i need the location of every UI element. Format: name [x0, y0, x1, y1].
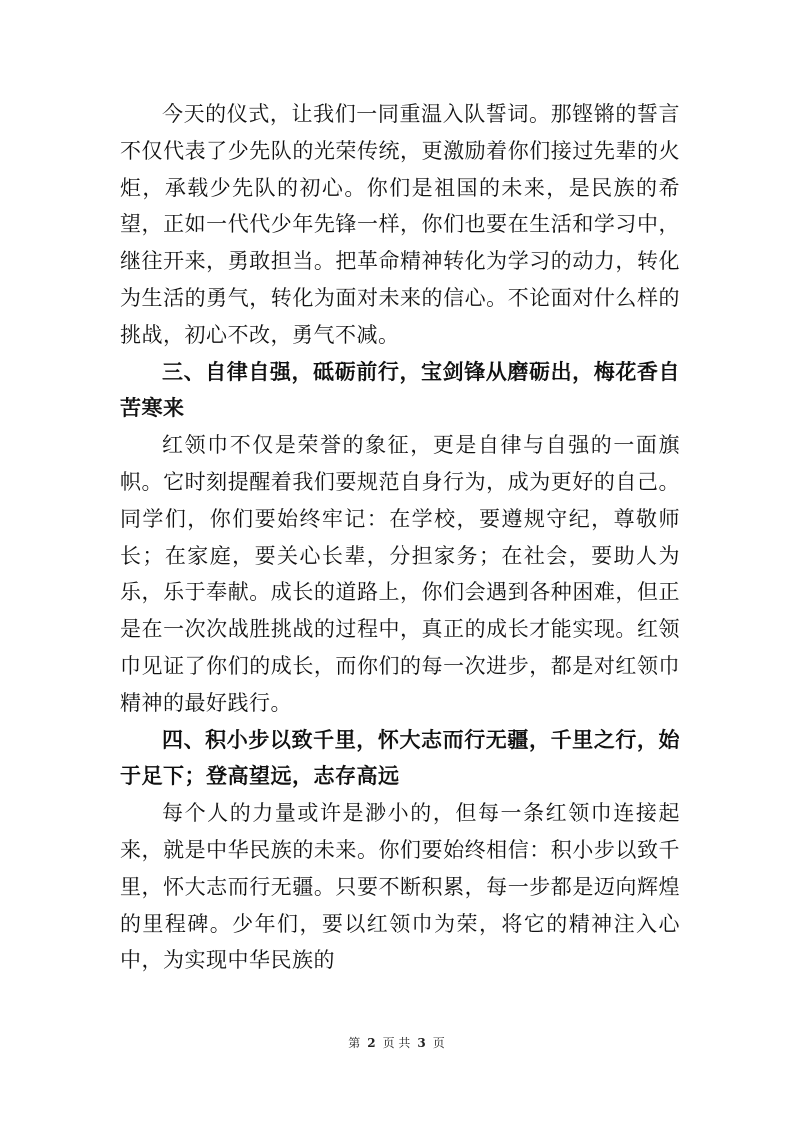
document-body: [120, 96, 680, 979]
page-footer: [0, 1034, 793, 1051]
body-paragraph: 今天的仪式，让我们一同重温入队誓词。那铿锵的誓言不仅代表了少先队的光荣传统，更激励着你们接过先辈的火炬，承载少先队的初心。你们是祖国的未来，是民族的希望，正如一代代少年先锋一样，你们也要在生活和学习中，继往开来，勇敢担当。把革命精神转化为学习的动力，转化为生活的勇气，转化为面对未来的信心。不论面对什么样的挑战，初心不改，勇气不减。: [120, 102, 680, 347]
body-paragraph: 每个人的力量或许是渺小的，但每一条红领巾连接起来，就是中华民族的未来。你们要始终相信：积小步以致千里，怀大志而行无疆。只要不断积累，每一步都是迈向辉煌的里程碑。少年们，要以红领巾为荣，将它的精神注入心中，为实现中华民族的: [120, 801, 680, 973]
body-paragraph: 红领巾不仅是荣誉的象征，更是自律与自强的一面旗帜。它时刻提醒着我们要规范自身行为，成为更好的自己。同学们，你们要始终牢记：在学校，要遵规守纪，尊敬师长；在家庭，要关心长辈，分担家务；在社会，要助人为乐，乐于奉献。成长的道路上，你们会遇到各种困难，但正是在一次次战胜挑战的过程中，真正的成长才能实现。红领巾见证了你们的成长，而你们的每一次进步，都是对红领巾精神的最好践行。: [120, 433, 680, 715]
footer-middle: 页 共: [382, 1036, 411, 1050]
total-pages-number: 3: [417, 1036, 426, 1050]
current-page-number: 2: [367, 1036, 376, 1050]
section-heading: 三、自律自强，砥砺前行，宝剑锋从磨砺出，梅花香自苦寒来: [120, 358, 680, 421]
section-heading: 四、积小步以致千里，怀大志而行无疆，千里之行，始于足下；登高望远，志存高远: [120, 726, 680, 789]
footer-prefix: 第: [348, 1036, 361, 1050]
footer-suffix: 页: [432, 1036, 445, 1050]
